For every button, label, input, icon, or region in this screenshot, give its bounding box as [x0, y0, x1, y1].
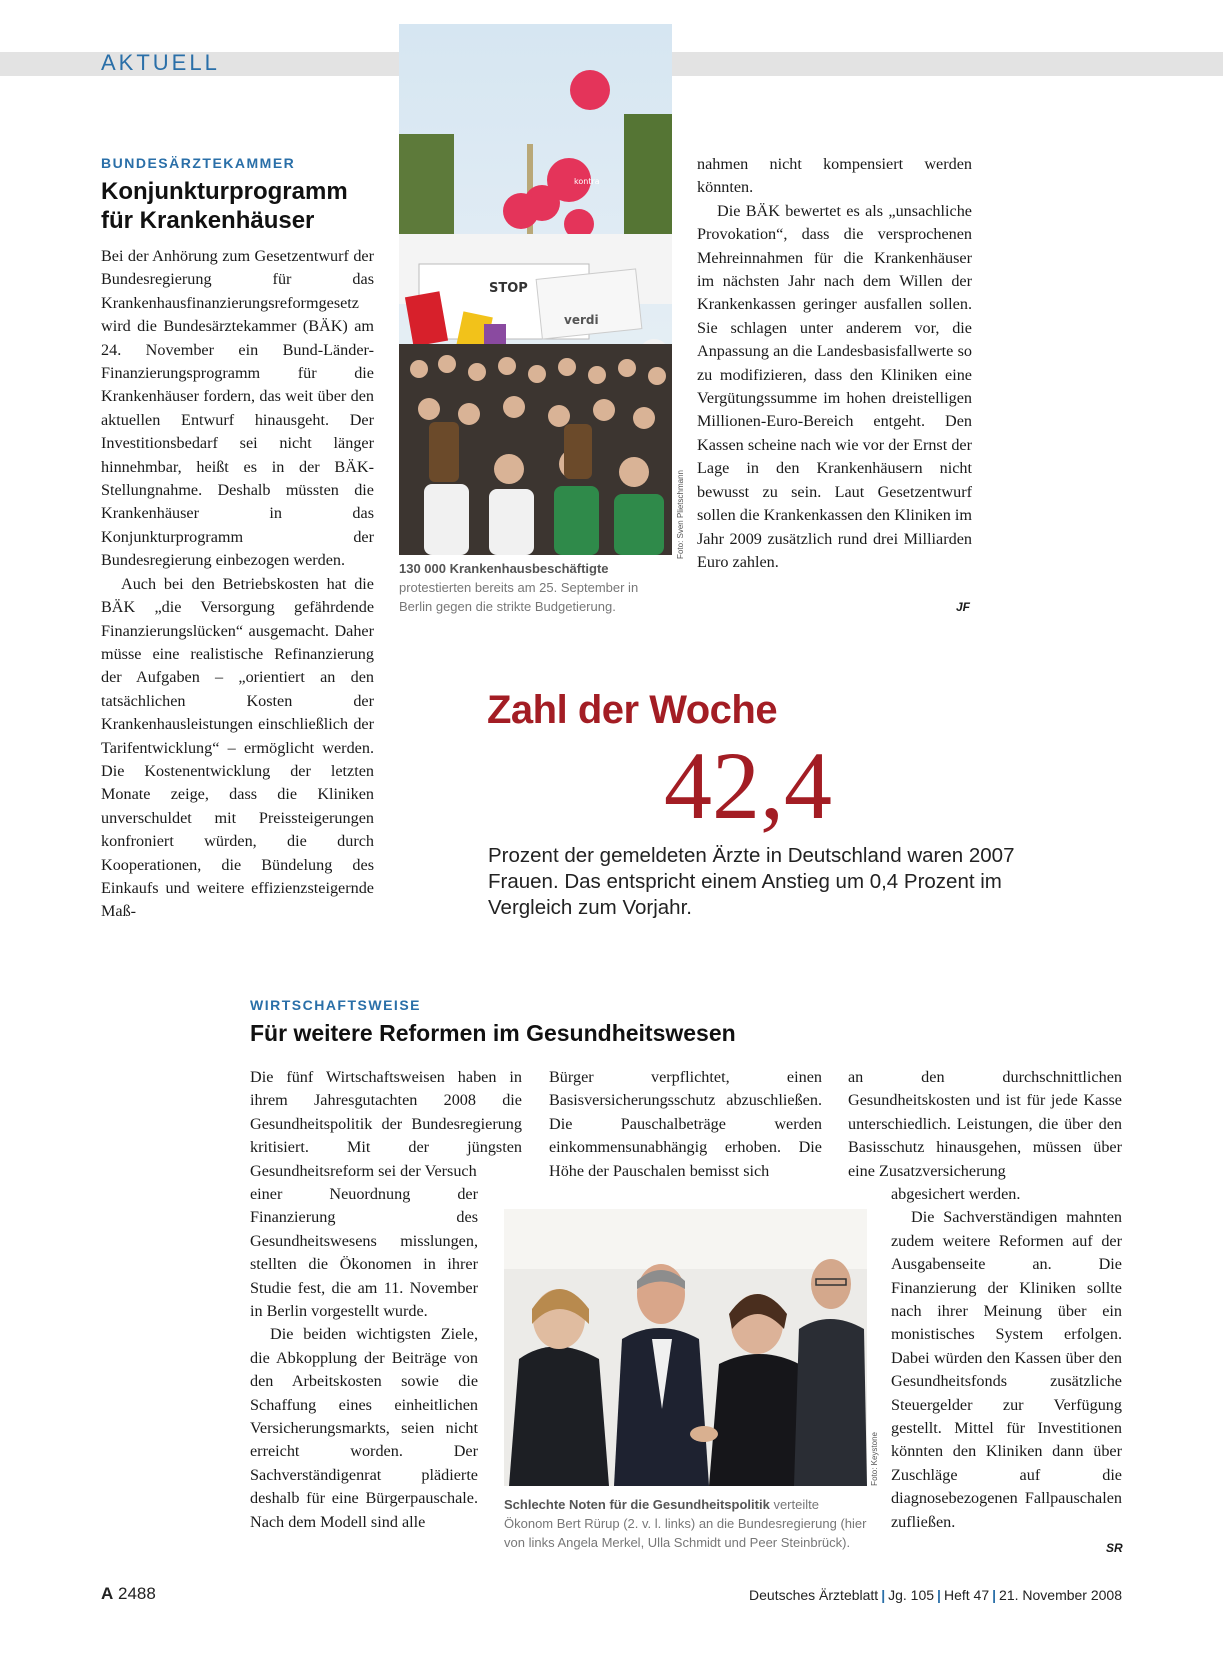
article1-headline-line2: für Krankenhäuser	[101, 207, 315, 234]
article1-paragraph: nahmen nicht kompensiert werden könnten.	[697, 155, 972, 197]
article1-column-3	[697, 153, 972, 574]
footer-separator: |	[881, 1587, 886, 1603]
journal-date: 21. November 2008	[999, 1587, 1122, 1603]
caption-text: verteilte Ökonom Bert Rürup (2. v. l. links) an die Bundesregierung (hier von links Angela Merkel, Ulla Schmidt und Peer Steinbrück).	[504, 1497, 867, 1550]
journal-volume: Jg. 105	[888, 1587, 935, 1603]
photo-credit: Foto: Sven Plietschmann	[676, 470, 685, 559]
article2-column-3-top	[848, 1066, 1122, 1183]
demonstration-illustration	[399, 24, 672, 555]
photo-caption	[504, 1495, 870, 1552]
article2-paragraph: Bürger verpflichtet, einen Basisversicherungsschutz abzuschließen. Die Pauschalbeträge werden einkommensunabhängig erhoben. Die Höhe der Pauschalen bemisst sich	[549, 1068, 822, 1180]
article1-kicker: BUNDESÄRZTEKAMMER	[101, 155, 296, 171]
author-signature: SR	[1106, 1541, 1123, 1555]
article1-headline	[101, 177, 348, 235]
banner-verdi-text: verdi	[564, 313, 599, 327]
caption-bold: 130 000 Krankenhausbeschäftigte	[399, 561, 609, 576]
journal-issue: Heft 47	[943, 1587, 990, 1603]
footer-separator: |	[992, 1587, 997, 1603]
politicians-photo	[504, 1209, 867, 1486]
author-signature: JF	[956, 600, 971, 614]
balloon-icon	[570, 70, 610, 110]
article1-paragraph: Auch bei den Betriebskosten hat die BÄK „die Versorgung gefährdende Finanzierungslücken“ ausgemacht. Daher müsse eine realistische Refinanzierung der Aufgaben – „orientiert an den tatsächlichen Kosten der Krankenhausleistungen einschließlich der Tarifentwicklung“ – ermöglicht werden. Die Kostenentwicklung der letzten Monate zeige, dass die Kliniken unverschuldet mit Preissteigerungen konfroniert würden, die durch Kooperationen, die Bündelung des Einkaufs und weitere effizienzsteigernde Maß-	[101, 574, 374, 921]
caption-text: protestierten bereits am 25. September in Berlin gegen die strikte Budgetierung.	[399, 580, 639, 614]
photo-credit: Foto: Keystone	[870, 1432, 879, 1486]
politicians-illustration	[504, 1209, 867, 1486]
article2-paragraph: an den durchschnittlichen Gesundheitskosten und ist für jede Kasse unterschiedlich. Leistungen, die über den Basisschutz hinausgehen, müssen über eine Zusatzversicherung	[848, 1068, 1122, 1180]
article2-paragraph: Die fünf Wirtschaftsweisen haben in ihrem Jahresgutachten 2008 die Gesundheitspolitik der Bundesregierung kritisiert. Mit der jüngsten Gesundheitsreform sei der Versuch	[250, 1068, 522, 1180]
photo-caption	[399, 559, 671, 616]
section-label: AKTUELL	[101, 50, 220, 75]
demonstration-photo	[399, 24, 672, 555]
article2-paragraph: Die Sachverständigen mahnten zudem weitere Reformen auf der Ausgabenseite an. Die Finanzierung der Kliniken sollte nach ihrer Meinung über ein monistisches System erfolgen. Dabei würden den Kassen über den Gesundheitsfonds zusätzliche Steuergelder zur Verfügung gestellt. Mittel für Investitionen könnten den Kliniken dann über Zuschläge auf die diagnosebezogenen Fallpauschalen zufließen.	[891, 1208, 1122, 1531]
balloon-label: kontra	[574, 177, 600, 186]
page-number	[101, 1584, 156, 1604]
article2-paragraph: Die beiden wichtigsten Ziele, die Abkopplung der Beiträge von den Arbeitskosten sowie die Schaffung eines einheitlichen Versicherungsmarkts, seien nicht erreicht worden. Der Sachverständigenrat plädierte deshalb für eine Bürgerpauschale. Nach dem Modell sind alle	[250, 1325, 478, 1531]
article1-paragraph: Die BÄK bewertet es als „unsachliche Provokation“, dass die versprochenen Mehreinnahmen für die Krankenhäuser im nächsten Jahr nach dem Willen der Krankenkassen geringer ausfallen sollen. Sie schlagen unter anderem vor, die Anpassung an die Landesbasisfallwerte so zu modifizieren, dass den Kliniken eine Vergütungssumme im hohen dreistelligen Millionen-Euro-Bereich entgeht. Den Kassen scheine nach wie vor der Ernst der Lage in den Krankenhäusern nicht bewusst zu sein. Laut Gesetzentwurf sollen die Krankenkassen den Kliniken im Jahr 2009 zusätzlich rund drei Milliarden Euro zahlen.	[697, 201, 972, 571]
article2-paragraph: einer Neuordnung der Finanzierung des Gesundheitswesens misslungen, stellten die Ökonomen in ihrer Studie fest, die am 11. November in Berlin vorgestellt wurde.	[250, 1185, 478, 1321]
caption-bold: Schlechte Noten für die Gesundheitspolitik	[504, 1497, 770, 1512]
article2-headline: Für weitere Reformen im Gesundheitswesen	[250, 1020, 736, 1046]
zahl-der-woche-title: Zahl der Woche	[487, 688, 778, 732]
article2-column-2	[549, 1066, 822, 1183]
page-prefix: A	[101, 1584, 114, 1603]
zahl-der-woche-number: 42,4	[664, 732, 832, 839]
journal-footer	[749, 1587, 1122, 1603]
article2-column-1-bottom	[250, 1183, 478, 1534]
article1-headline-line1: Konjunkturprogramm	[101, 178, 348, 205]
article1-column-1	[101, 245, 374, 924]
article1-paragraph: Bei der Anhörung zum Gesetzentwurf der Bundesregierung für das Krankenhausfinanzierungsreformgesetz wird die Bundesärztekammer (BÄK) am 24. November ein Bund-Länder-Finanzierungsprogramm für die Krankenhäuser fordern, das weit über den aktuellen Entwurf hinausgeht. Der Investitionsbedarf sei nicht länger hinnehmbar, heißt es in der BÄK-Stellungnahme. Deshalb müssten die Krankenhäuser in das Konjunkturprogramm der Bundesregierung einbezogen werden.	[101, 247, 374, 570]
journal-name: Deutsches Ärzteblatt	[749, 1587, 879, 1603]
article2-column-1-top	[250, 1066, 522, 1183]
article2-paragraph: abgesichert werden.	[891, 1185, 1021, 1203]
article2-kicker: WIRTSCHAFTSWEISE	[250, 997, 421, 1013]
balloon-icon	[503, 193, 539, 229]
banner-stop-text: STOP	[489, 281, 528, 296]
zahl-der-woche-text: Prozent der gemeldeten Ärzte in Deutschland waren 2007 Frauen. Das entspricht einem Anstieg um 0,4 Prozent im Vergleich zum Vorjahr.	[488, 844, 1015, 919]
article2-column-3-bottom	[891, 1183, 1122, 1534]
footer-separator: |	[937, 1587, 941, 1603]
page-number-value: 2488	[118, 1584, 156, 1603]
